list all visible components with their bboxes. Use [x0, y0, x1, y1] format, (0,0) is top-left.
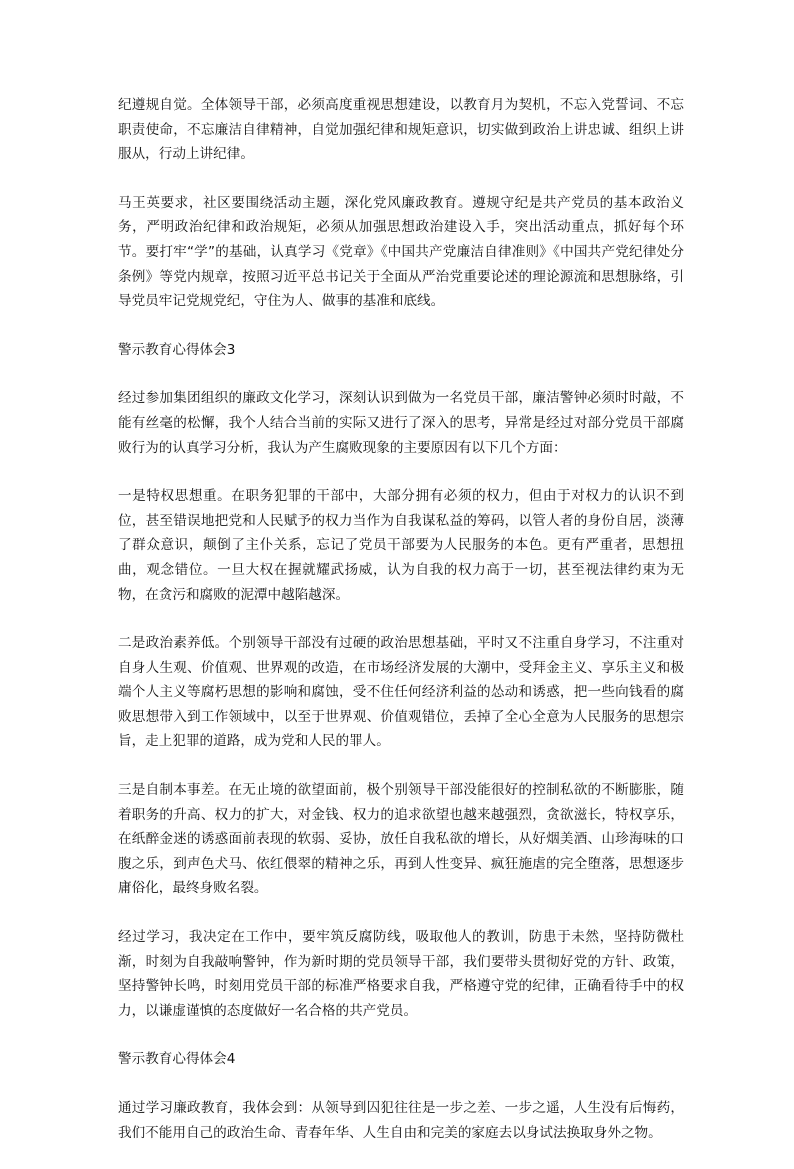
paragraph-lesson: 通过学习廉政教育，我体会到：从领导到囚犯往往是一步之差、一步之遥，人生没有后悔药，我们不能用自己的政治生命、青春年华、人生自由和完美的家庭去以身试法换取身外之物。	[118, 1100, 684, 1141]
paragraph-privilege-thinking: 一是特权思想重。在职务犯罪的干部中，大部分拥有必须的权力，但由于对权力的认识不到位，甚至错误地把党和人民赋予的权力当作为自我谋私益的筹码，以管人者的身份自居，淡薄了群众意识，颠倒了主仆关系，忘记了党员干部要为人民服务的本色。更有严重者，思想扭曲，观念错位。一旦大权在握就耀武扬威，认为自我的权力高于一切，甚至视法律约束为无物，在贪污和腐败的泥潭中越陷越深。	[118, 488, 684, 603]
section-heading-4: 警示教育心得体会4	[118, 1051, 236, 1068]
paragraph-community-requirements: 马王英要求，社区要围绕活动主题，深化党风廉政教育。遵规守纪是共产党员的基本政治义务，严明政治纪律和政治规矩，必须从加强思想政治建设入手，突出活动重点，抓好每个环节。要打牢“学”的基础，认真学习《党章》《中国共产党廉洁自律准则》《中国共产党纪律处分条例》等党内规章，按照习近平总书记关于全面从严治党重要论述的理论源流和思想脉络，引导党员牢记党规党纪，守住为人、做事的基准和底线。	[118, 194, 684, 310]
section-heading-3: 警示教育心得体会3	[118, 341, 236, 358]
paragraph-discipline-awareness: 纪遵规自觉。全体领导干部，必须高度重视思想建设，以教育月为契机，不忘入党誓词、不忘职责使命，不忘廉洁自律精神，自觉加强纪律和规矩意识，切实做到政治上讲忠诚、组织上讲服从，行动上讲纪律。	[118, 97, 684, 163]
paragraph-political-literacy: 二是政治素养低。个别领导干部没有过硬的政治思想基础，平时又不注重自身学习，不注重对自身人生观、价值观、世界观的改造，在市场经济发展的大潮中，受拜金主义、享乐主义和极端个人主义等腐朽思想的影响和腐蚀，受不住任何经济利益的怂动和诱惑，把一些向钱看的腐败思想带入到工作领域中，以至于世界观、价值观错位，丢掉了全心全意为人民服务的思想宗旨，走上犯罪的道路，成为党和人民的罪人。	[118, 635, 684, 750]
paragraph-study-intro: 经过参加集团组织的廉政文化学习，深刻认识到做为一名党员干部，廉洁警钟必须时时敲，不能有丝毫的松懈，我个人结合当前的实际又进行了深入的思考，异常是经过对部分党员干部腐败行为的认真学习分析，我认为产生腐败现象的主要原因有以下几个方面：	[118, 390, 684, 456]
document-page	[118, 93, 684, 1169]
paragraph-conclusion: 经过学习，我决定在工作中，要牢筑反腐防线，吸取他人的教训，防患于未然，坚持防微杜渐，时刻为自我敲响警钟，作为新时期的党员领导干部，我们要带头贯彻好党的方针、政策，坚持警钟长鸣，时刻用党员干部的标准严格要求自我，严格遵守党的纪律，正确看待手中的权力，以谦虚谨慎的态度做好一名合格的共产党员。	[118, 929, 684, 1019]
paragraph-self-control: 三是自制本事差。在无止境的欲望面前，极个别领导干部没能很好的控制私欲的不断膨胀，随着职务的升高、权力的扩大，对金钱、权力的追求欲望也越来越强烈，贪欲滋长，特权享乐，在纸醉金迷的诱惑面前表现的软弱、妥协，放任自我私欲的增长，从好烟美酒、山珍海味的口腹之乐，到声色犬马、依红偎翠的精神之乐，再到人性变异、疯狂施虐的完全堕落，思想逐步庸俗化，最终身败名裂。	[118, 782, 684, 897]
